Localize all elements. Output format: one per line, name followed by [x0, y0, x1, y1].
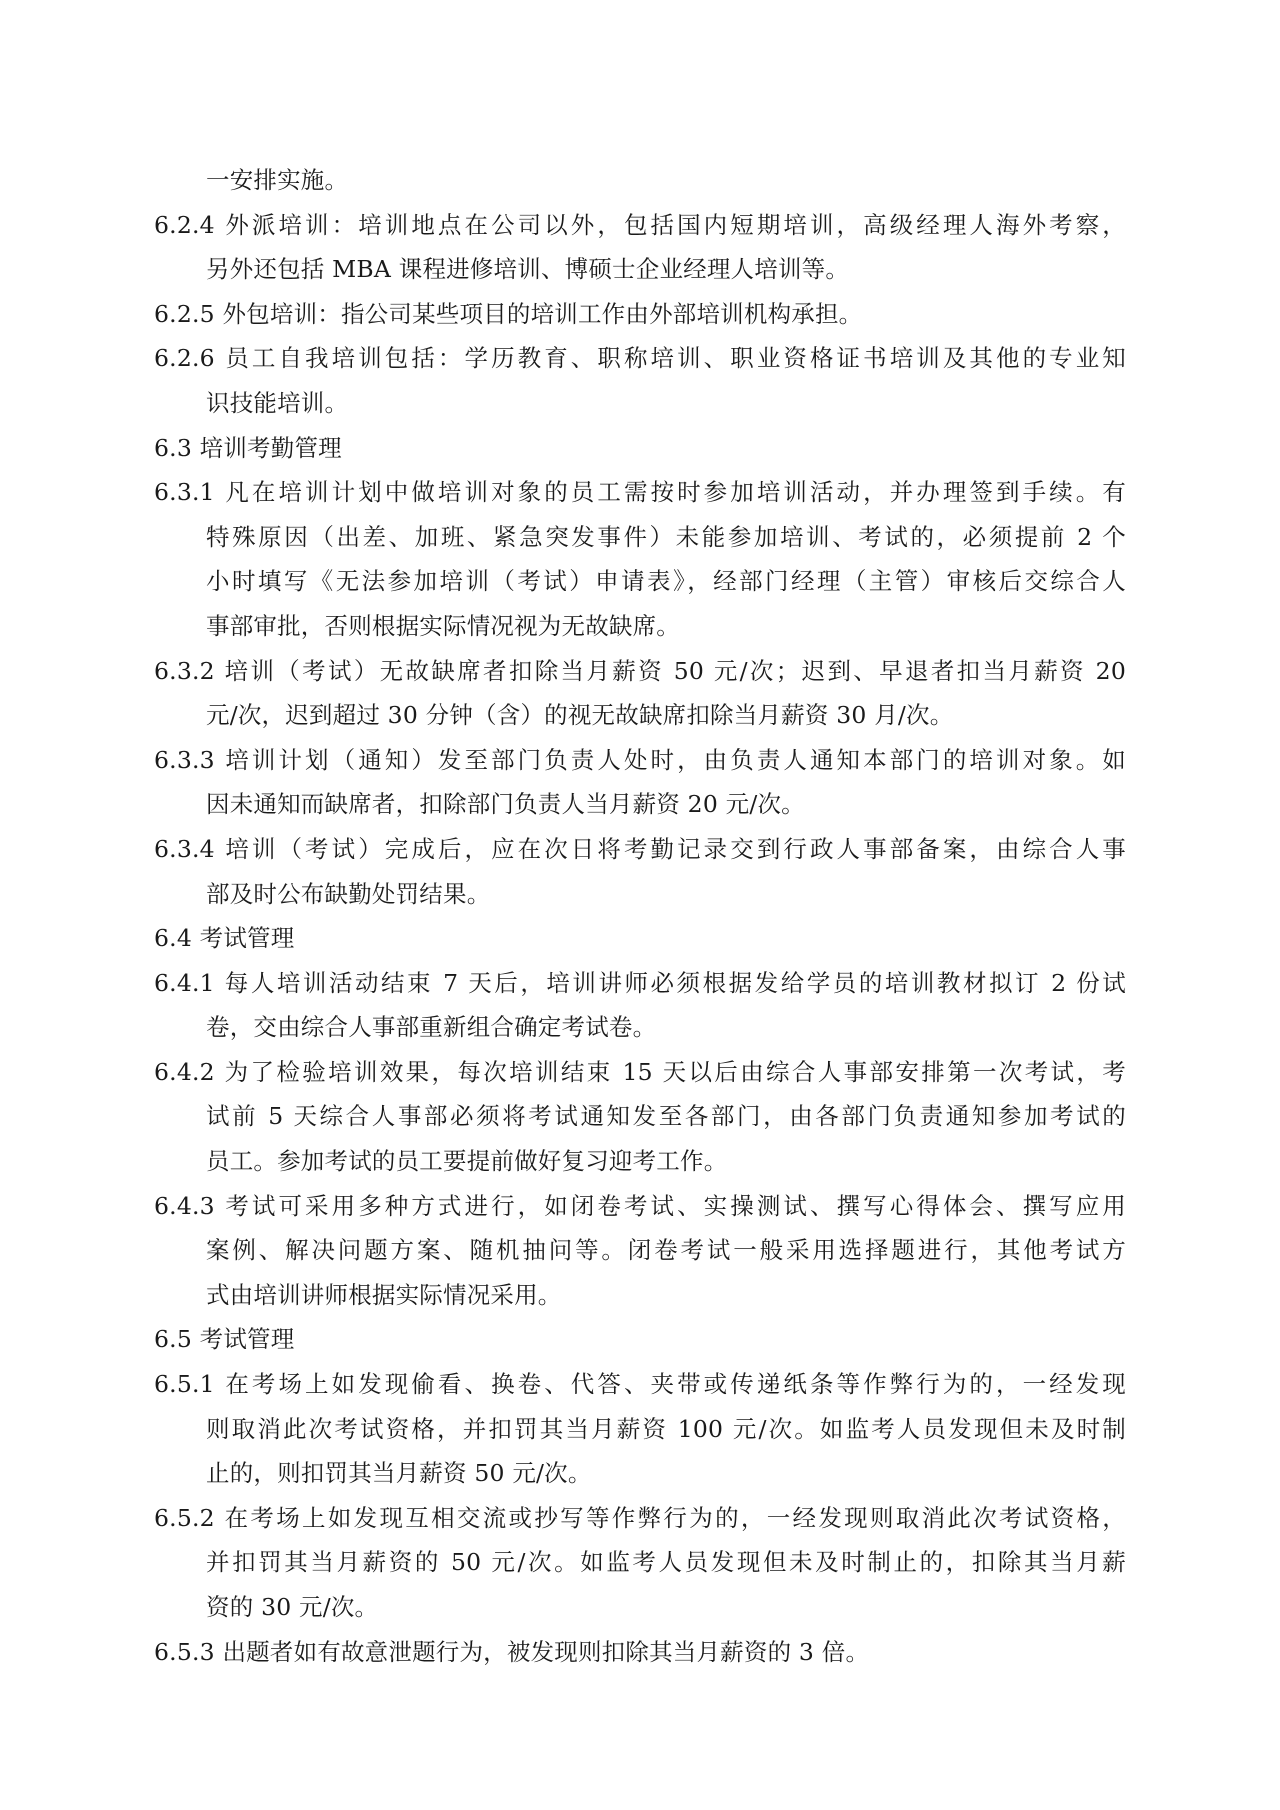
- paragraph-line: 6.5.1 在考场上如发现偷看、换卷、代答、夹带或传递纸条等作弊行为的，一经发现: [154, 1370, 1126, 1399]
- paragraph-continuation-line: 另外还包括 MBA 课程进修培训、博硕士企业经理人培训等。: [206, 255, 850, 284]
- paragraph-continuation-line: 事部审批，否则根据实际情况视为无故缺席。: [206, 611, 680, 640]
- paragraph-continuation-line: 卷，交由综合人事部重新组合确定考试卷。: [206, 1013, 657, 1042]
- paragraph-continuation-line: 则取消此次考试资格，并扣罚其当月薪资 100 元/次。如监考人员发现但未及时制: [206, 1414, 1126, 1443]
- paragraph-line: 6.4.2 为了检验培训效果，每次培训结束 15 天以后由综合人事部安排第一次考试，考: [154, 1057, 1126, 1086]
- paragraph-line: 6.3.2 培训（考试）无故缺席者扣除当月薪资 50 元/次；迟到、早退者扣当月薪资 20: [154, 656, 1126, 685]
- paragraph-continuation-line: 识技能培训。: [206, 388, 349, 417]
- paragraph-continuation-line: 式由培训讲师根据实际情况采用。: [206, 1280, 562, 1309]
- paragraph-line: 6.3.4 培训（考试）完成后，应在次日将考勤记录交到行政人事部备案，由综合人事: [154, 834, 1126, 863]
- paragraph-continuation-line: 小时填写《无法参加培训（考试）申请表》，经部门经理（主管）审核后交综合人: [206, 567, 1126, 596]
- paragraph-continuation-line: 案例、解决问题方案、随机抽问等。闭卷考试一般采用选择题进行，其他考试方: [206, 1236, 1126, 1265]
- paragraph-continuation-line: 并扣罚其当月薪资的 50 元/次。如监考人员发现但未及时制止的，扣除其当月薪: [206, 1548, 1126, 1577]
- paragraph-continuation-line: 元/次，迟到超过 30 分钟（含）的视无故缺席扣除当月薪资 30 月/次。: [206, 701, 954, 730]
- document-body: [154, 158, 1126, 1674]
- paragraph-continuation-line: 因未通知而缺席者，扣除部门负责人当月薪资 20 元/次。: [206, 790, 805, 819]
- paragraph-continuation-line: 试前 5 天综合人事部必须将考试通知发至各部门，由各部门负责通知参加考试的: [206, 1102, 1126, 1131]
- paragraph-line: 6.4.1 每人培训活动结束 7 天后，培训讲师必须根据发给学员的培训教材拟订 2 份试: [154, 968, 1126, 997]
- paragraph-continuation-line: 部及时公布缺勤处罚结果。: [206, 879, 491, 908]
- paragraph-line: 6.2.6 员工自我培训包括：学历教育、职称培训、职业资格证书培训及其他的专业知: [154, 344, 1126, 373]
- paragraph-line: 6.5.2 在考场上如发现互相交流或抄写等作弊行为的，一经发现则取消此次考试资格，: [154, 1503, 1126, 1532]
- paragraph-line: 6.5.3 出题者如有故意泄题行为，被发现则扣除其当月薪资的 3 倍。: [154, 1637, 870, 1666]
- paragraph-continuation-line: 员工。参加考试的员工要提前做好复习迎考工作。: [206, 1147, 728, 1176]
- paragraph-line: 6.3 培训考勤管理: [154, 433, 342, 462]
- paragraph-continuation-line: 止的，则扣罚其当月薪资 50 元/次。: [206, 1459, 592, 1488]
- paragraph-continuation-line: 资的 30 元/次。: [206, 1593, 379, 1621]
- paragraph-line: 6.3.1 凡在培训计划中做培训对象的员工需按时参加培训活动，并办理签到手续。有: [154, 478, 1126, 507]
- paragraph-line: 6.5 考试管理: [154, 1325, 295, 1354]
- paragraph-line: 6.3.3 培训计划（通知）发至部门负责人处时，由负责人通知本部门的培训对象。如: [154, 745, 1126, 774]
- paragraph-line: 6.2.5 外包培训：指公司某些项目的培训工作由外部培训机构承担。: [154, 299, 863, 328]
- paragraph-continuation-line: 特殊原因（出差、加班、紧急突发事件）未能参加培训、考试的，必须提前 2 个: [206, 522, 1126, 551]
- paragraph-line: 6.4.3 考试可采用多种方式进行，如闭卷考试、实操测试、撰写心得体会、撰写应用: [154, 1191, 1126, 1220]
- paragraph-line: 6.2.4 外派培训：培训地点在公司以外，包括国内短期培训，高级经理人海外考察，: [154, 210, 1126, 239]
- paragraph-continuation-line: 一安排实施。: [206, 166, 349, 194]
- paragraph-line: 6.4 考试管理: [154, 924, 295, 953]
